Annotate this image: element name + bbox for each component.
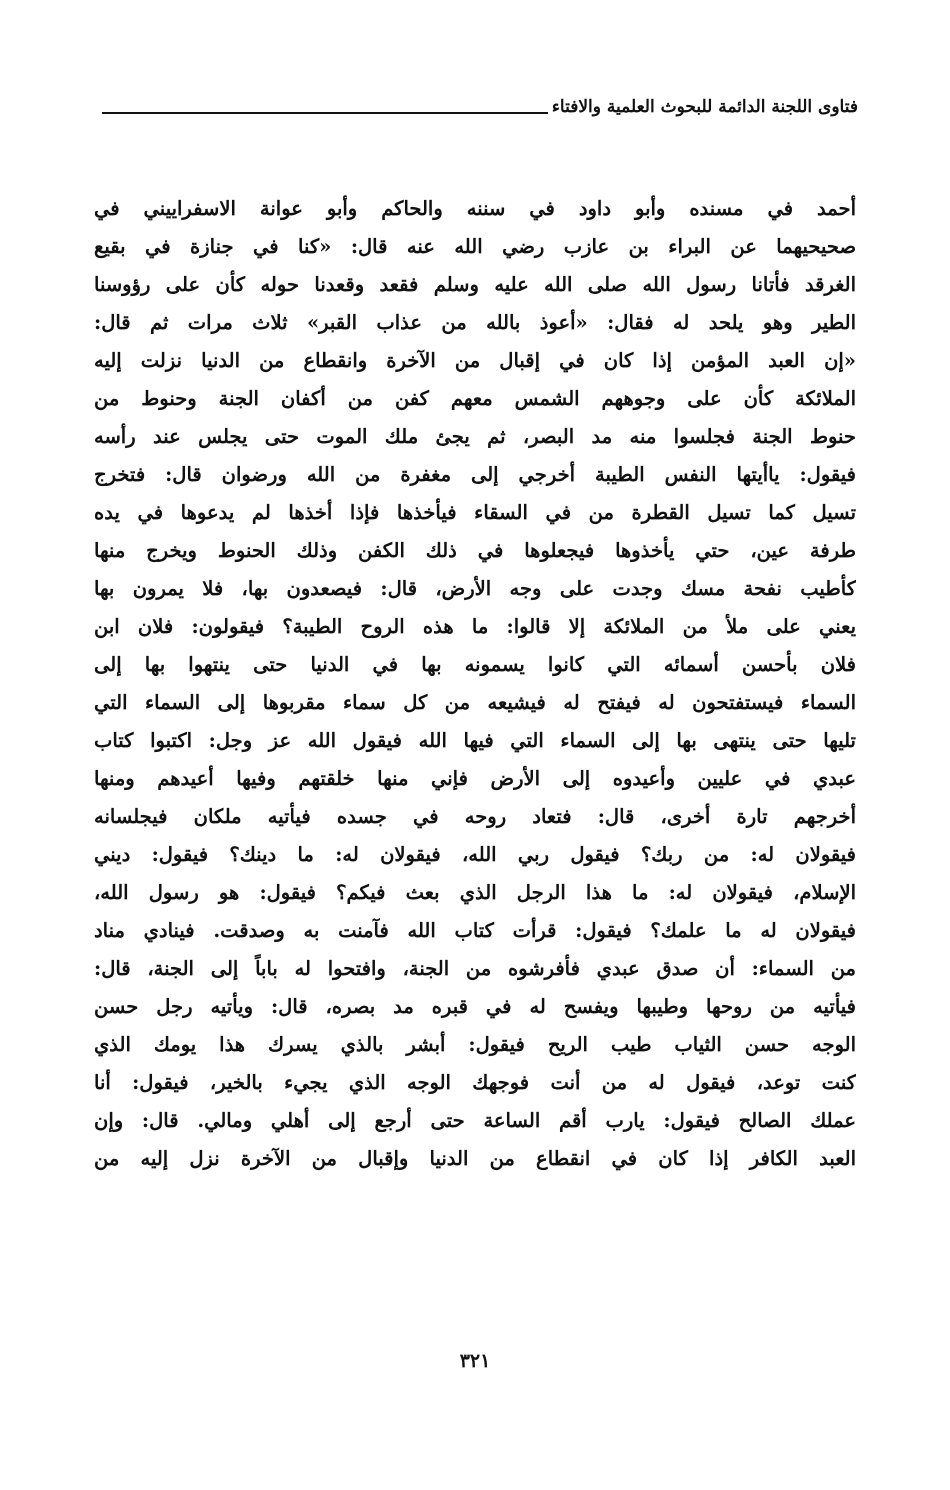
text-line: تسيل كما تسيل القطرة من في السقاء فيأخذها فإذا أخذها لم يدعوها في يده <box>94 501 856 524</box>
text-line: صحيحيهما عن البراء بن عازب رضي الله عنه قال: «كنا في جنازة في بقيع <box>94 235 856 258</box>
header-rule <box>102 112 548 114</box>
text-line: كنت توعد، فيقول له من أنت فوجهك الوجه الذي يجيء بالخير، فيقول: أنا <box>94 1071 856 1094</box>
text-line: من السماء: أن صدق عبدي فأفرشوه من الجنة، وافتحوا له باباً إلى الجنة، قال: <box>94 957 856 980</box>
text-line: فيأتيه من روحها وطيبها ويفسح له في قبره مد بصره، قال: ويأتيه رجل حسن <box>94 995 856 1018</box>
text-line: فلان بأحسن أسمائه التي كانوا يسمونه بها في الدنيا حتى ينتهوا بها إلى <box>94 653 856 676</box>
text-line: «إن العبد المؤمن إذا كان في إقبال من الآخرة وانقطاع من الدنيا نزلت إليه <box>94 349 856 372</box>
text-line: فيقولان له ما علمك؟ فيقول: قرأت كتاب الله فآمنت به وصدقت. فينادي مناد <box>94 919 856 942</box>
text-line: الإسلام، فيقولان له: ما هذا الرجل الذي بعث فيكم؟ فيقول: هو رسول الله، <box>94 881 856 904</box>
page-number: ٣٢١ <box>459 1350 491 1372</box>
text-line: الملائكة كأن على وجوههم الشمس معهم كفن من أكفان الجنة وحنوط من <box>94 387 856 410</box>
text-line: تليها حتى ينتهى بها إلى السماء التي فيها الله فيقول الله عز وجل: اكتبوا كتاب <box>94 729 856 752</box>
text-line: أحمد في مسنده وأبو داود في سننه والحاكم وأبو عوانة الاسفراييني في <box>94 197 856 220</box>
text-line: الغرقد فأتانا رسول الله صلى الله عليه وسلم فقعد وقعدنا حوله كأن على رؤوسنا <box>94 273 856 296</box>
text-line: عبدي في عليين وأعيدوه إلى الأرض فإني منها خلقتهم وفيها أعيدهم ومنها <box>94 767 856 790</box>
text-line: فيقول: ياأيتها النفس الطيبة أخرجي إلى مغفرة من الله ورضوان قال: فتخرج <box>94 463 856 486</box>
text-line: الوجه حسن الثياب طيب الريح فيقول: أبشر بالذي يسرك هذا يومك الذي <box>94 1033 856 1056</box>
text-line: كأطيب نفحة مسك وجدت على وجه الأرض، قال: فيصعدون بها، فلا يمرون بها <box>94 577 856 600</box>
body-text <box>94 190 856 1178</box>
text-line: عملك الصالح فيقول: يارب أقم الساعة حتى أرجع إلى أهلي ومالي. قال: وإن <box>94 1109 856 1132</box>
text-line: الطير وهو يلحد له فقال: «أعوذ بالله من عذاب القبر» ثلاث مرات ثم قال: <box>94 311 856 334</box>
text-line: العبد الكافر إذا كان في انقطاع من الدنيا وإقبال من الآخرة نزل إليه من <box>94 1147 856 1170</box>
text-line: حنوط الجنة فجلسوا منه مد البصر، ثم يجئ ملك الموت حتى يجلس عند رأسه <box>94 425 856 448</box>
text-line: طرفة عين، حتي يأخذوها فيجعلوها في ذلك الكفن وذلك الحنوط ويخرج منها <box>94 539 856 562</box>
text-line: السماء فيستفتحون له فيفتح له فيشيعه من كل سماء مقربوها إلى السماء التي <box>94 691 856 714</box>
running-title: فتاوى اللجنة الدائمة للبحوث العلمية والافتاء <box>551 97 858 117</box>
text-line: أخرجهم تارة أخرى، قال: فتعاد روحه في جسده فيأتيه ملكان فيجلسانه <box>94 805 856 828</box>
text-line: يعني على ملأ من الملائكة إلا قالوا: ما هذه الروح الطيبة؟ فيقولون: فلان ابن <box>94 615 856 638</box>
text-line: فيقولان له: من ربك؟ فيقول ربي الله، فيقولان له: ما دينك؟ فيقول: ديني <box>94 843 856 866</box>
running-header <box>102 88 858 118</box>
